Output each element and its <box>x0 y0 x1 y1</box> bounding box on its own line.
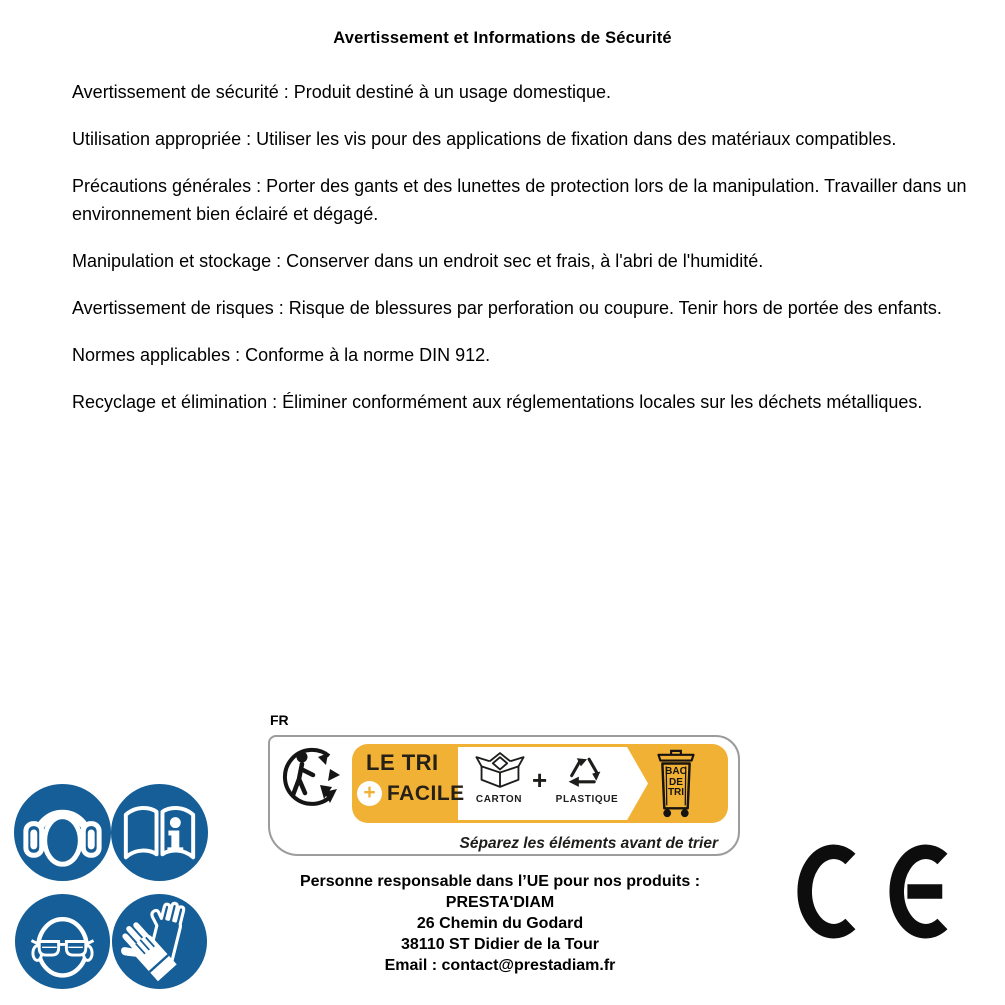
safety-text-block <box>72 78 968 435</box>
wear-eye-protection-icon <box>14 893 111 990</box>
country-code-label: FR <box>270 712 289 728</box>
triman-recycling-icon <box>280 745 344 809</box>
responsible-intro: Personne responsable dans l’UE pour nos produits : <box>299 873 701 890</box>
paragraph-applicable-standards: Normes applicables : Conforme à la norme DIN 912. <box>72 345 491 365</box>
paragraph-safety-warning: Avertissement de sécurité : Produit destiné à un usage domestique. <box>72 82 611 102</box>
sorting-banner-line1: LE TRI <box>366 750 439 775</box>
company-name: PRESTA'DIAM <box>445 894 555 911</box>
paragraph-recycling-disposal: Recyclage et élimination : Éliminer conformément aux réglementations locales sur les déchets métalliques. <box>72 392 923 412</box>
plus-circle-icon: + <box>357 781 382 806</box>
sorting-instruction: Séparez les éléments avant de trier <box>459 835 718 852</box>
wear-protective-gloves-icon <box>111 893 208 990</box>
address-line2: 38110 ST Didier de la Tour <box>401 936 599 953</box>
materials-plus-separator: + <box>532 765 548 795</box>
email-line: Email : contact@prestadiam.fr <box>384 957 616 974</box>
address-line1: 26 Chemin du Godard <box>416 915 584 932</box>
read-instruction-manual-icon <box>110 783 209 882</box>
sorting-banner-line2: FACILE <box>387 782 465 805</box>
material-label-plastique: PLASTIQUE <box>555 794 619 805</box>
document-title: Avertissement et Informations de Sécurité <box>333 29 672 47</box>
cardboard-box-icon <box>474 750 526 791</box>
ce-mark-icon <box>795 843 950 940</box>
paragraph-general-precautions: Précautions générales : Porter des gants et des lunettes de protection lors de la manipulation. Travailler dans un environnement bien éclairé et dégagé. <box>72 176 967 224</box>
bin-label: BAC DE TRI <box>665 766 687 798</box>
sorting-bin-icon <box>651 746 701 820</box>
paragraph-handling-storage: Manipulation et stockage : Conserver dans un endroit sec et frais, à l'abri de l'humidité. <box>72 251 764 271</box>
sorting-info-panel <box>268 735 740 856</box>
material-label-carton: CARTON <box>475 794 523 805</box>
recycling-triangle-icon <box>562 750 608 791</box>
wear-ear-protection-icon <box>13 783 112 882</box>
paragraph-risk-warning: Avertissement de risques : Risque de blessures par perforation ou coupure. Tenir hors de portée des enfants. <box>72 298 942 318</box>
paragraph-appropriate-use: Utilisation appropriée : Utiliser les vis pour des applications de fixation dans des matériaux compatibles. <box>72 129 897 149</box>
responsible-person-block <box>253 871 747 976</box>
